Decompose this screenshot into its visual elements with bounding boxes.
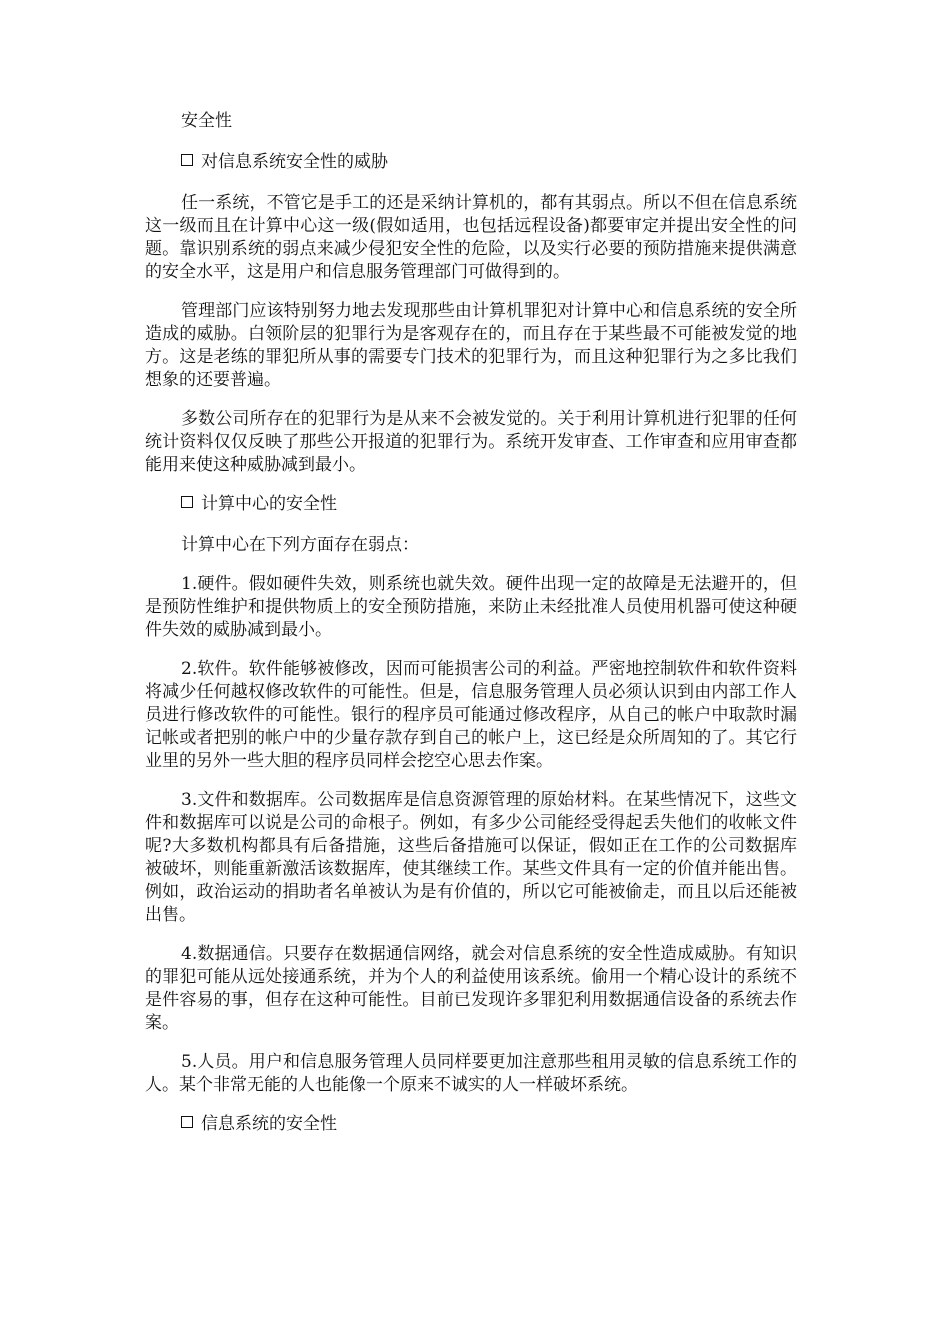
section-heading-threats [145, 151, 797, 174]
section-heading-computing-center [145, 493, 797, 516]
paragraph: 1.硬件。假如硬件失效，则系统也就失效。硬件出现一定的故障是无法避开的，但是预防性维护和提供物质上的安全预防措施，来防止未经批准人员使用机器可使这种硬件失效的威胁减到最小。 [145, 574, 797, 640]
paragraph: 计算中心在下列方面存在弱点： [181, 535, 419, 555]
checkbox-icon [181, 1116, 193, 1128]
document-page [145, 110, 797, 1154]
section-heading-label: 计算中心的安全性 [201, 494, 337, 514]
section-heading-info-system [145, 1113, 797, 1136]
paragraph: 管理部门应该特别努力地去发现那些由计算机罪犯对计算中心和信息系统的安全所造成的威胁。白领阶层的犯罪行为是客观存在的，而且存在于某些最不可能被发觉的地方。这是老练的罪犯所从事的需要专门技术的犯罪行为，而且这种犯罪行为之多比我们想象的还要普遍。 [145, 301, 797, 390]
paragraph: 2.软件。软件能够被修改，因而可能损害公司的利益。严密地控制软件和软件资料将减少任何越权修改软件的可能性。但是，信息服务管理人员必须认识到由内部工作人员进行修改软件的可能性。银行的程序员可能通过修改程序，从自己的帐户中取款时漏记帐或者把别的帐户中的少量存款存到自己的帐户上，这已经是众所周知的了。其它行业里的另外一些大胆的程序员同样会挖空心思去作案。 [145, 659, 797, 771]
checkbox-icon [181, 154, 193, 166]
paragraph: 多数公司所存在的犯罪行为是从来不会被发觉的。关于利用计算机进行犯罪的任何统计资料仅仅反映了那些公开报道的犯罪行为。系统开发审查、工作审查和应用审查都能用来使这种威胁减到最小。 [145, 409, 797, 475]
paragraph: 4.数据通信。只要存在数据通信网络，就会对信息系统的安全性造成威胁。有知识的罪犯可能从远处接通系统，并为个人的利益使用该系统。偷用一个精心设计的系统不是件容易的事，但存在这种可能性。目前已发现许多罪犯利用数据通信设备的系统去作案。 [145, 944, 797, 1033]
document-title: 安全性 [181, 111, 232, 131]
paragraph: 3.文件和数据库。公司数据库是信息资源管理的原始材料。在某些情况下，这些文件和数据库可以说是公司的命根子。例如，有多少公司能经受得起丢失他们的收帐文件呢?大多数机构都具有后备措施，这些后备措施可以保证，假如正在工作的公司数据库被破坏，则能重新激活该数据库，使其继续工作。某些文件具有一定的价值并能出售。例如，政治运动的捐助者名单被认为是有价值的，所以它可能被偷走，而且以后还能被出售。 [145, 790, 797, 925]
paragraph: 5.人员。用户和信息服务管理人员同样要更加注意那些租用灵敏的信息系统工作的人。某个非常无能的人也能像一个原来不诚实的人一样破坏系统。 [145, 1052, 797, 1095]
section-heading-label: 信息系统的安全性 [201, 1114, 337, 1134]
checkbox-icon [181, 496, 193, 508]
paragraph: 任一系统，不管它是手工的还是采纳计算机的，都有其弱点。所以不但在信息系统这一级而且在计算中心这一级(假如适用，也包括远程设备)都要审定并提出安全性的问题。靠识别系统的弱点来减少侵犯安全性的危险，以及实行必要的预防措施来提供满意的安全水平，这是用户和信息服务管理部门可做得到的。 [145, 193, 797, 282]
section-heading-label: 对信息系统安全性的威胁 [201, 152, 388, 172]
